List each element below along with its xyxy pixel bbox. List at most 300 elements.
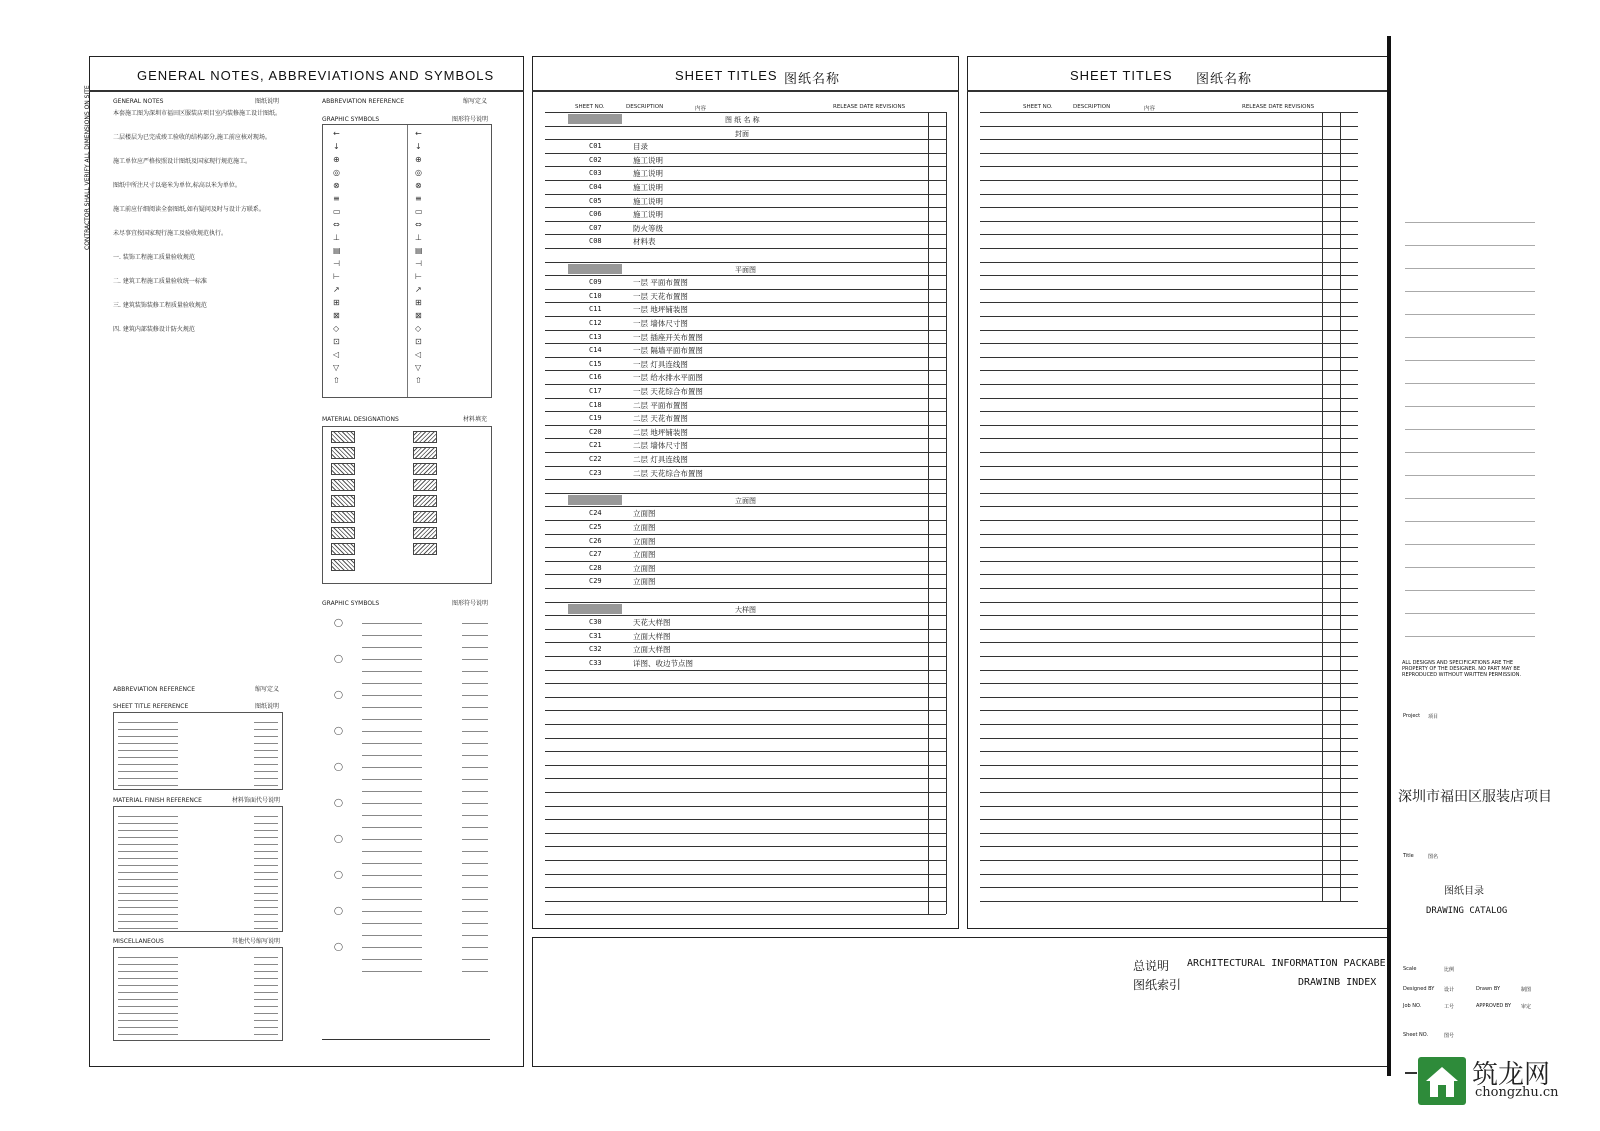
table-row: [254, 921, 278, 922]
sheet-description: 施工说明: [633, 196, 663, 206]
sheet-number: C14: [589, 346, 602, 355]
material-designations-table: [322, 426, 492, 584]
table-rule: [545, 166, 946, 167]
legend-row: [362, 839, 422, 840]
sheet-description: 一层 墙体尺寸图: [633, 319, 688, 328]
legend-row: [362, 791, 422, 792]
table-row: [254, 879, 278, 880]
sheet-titles-table: [545, 112, 946, 917]
table-row: [254, 764, 278, 765]
table-row: [254, 1027, 278, 1028]
designed-by-label: Designed BY: [1403, 986, 1435, 992]
table-rule: [980, 765, 1358, 766]
titleblock-rules: [1405, 222, 1535, 642]
table-row: [118, 1027, 178, 1028]
legend-row: [462, 851, 488, 852]
table-rule: [545, 846, 946, 847]
symbol-icon: ⊞: [415, 298, 422, 307]
sheet-number: C03: [589, 169, 602, 178]
sheet-description: 施工说明: [633, 210, 663, 220]
drawn-by-cn: 制图: [1521, 987, 1532, 993]
legend-row: [462, 767, 488, 768]
table-rule: [980, 466, 1358, 467]
table-rule: [545, 874, 946, 875]
table-rule: [545, 207, 946, 208]
table-row: [254, 872, 278, 873]
table-row: [254, 992, 278, 993]
legend-row: [462, 971, 488, 972]
table-rule: [980, 724, 1358, 725]
table-row: [254, 823, 278, 824]
symbol-icon: ◯: [334, 762, 343, 771]
panel3-title: SHEET TITLES: [1070, 68, 1173, 83]
hatch-swatch: [331, 463, 355, 475]
table-row: [254, 900, 278, 901]
sheet-description: 防火等级: [633, 223, 663, 233]
legend-row: [462, 863, 488, 864]
legend-row: [462, 743, 488, 744]
notes-line: 二层楼层为已完成竣工验收的结构部分,施工前应核对现场。: [113, 134, 271, 141]
titleblock-border: [1387, 36, 1391, 1076]
general-notes-heading-cn: 图纸说明: [255, 98, 280, 105]
notes-line: 二. 建筑工程施工质量验收统一标准: [113, 278, 207, 285]
graphic-symbols-table: [322, 124, 492, 398]
section-shade: [568, 495, 622, 505]
symbol-icon: ↗: [415, 285, 422, 294]
table-row: [118, 914, 178, 915]
notes-line: 本套施工图为深圳市福田区服装店项目室内装修施工设计图纸。: [113, 110, 282, 117]
legend-row: [362, 935, 422, 936]
table-row: [254, 1006, 278, 1007]
table-rule: [980, 180, 1358, 181]
legend-row: [462, 671, 488, 672]
table-rule: [980, 194, 1358, 195]
legend-row: [362, 671, 422, 672]
table-rule: [545, 914, 946, 915]
graphic-symbols-heading-cn: 图形符号说明: [452, 116, 489, 123]
table-row: [254, 1034, 278, 1035]
legend-row: [462, 635, 488, 636]
table-row: [254, 928, 278, 929]
legend-row: [362, 827, 422, 828]
symbol-icon: ↓: [415, 142, 422, 151]
general-notes-text: [113, 110, 293, 670]
symbol-icon: ◯: [334, 870, 343, 879]
hatch-swatch: [413, 543, 437, 555]
symbol-icon: ⊢: [415, 272, 422, 281]
table-rule: [980, 139, 1358, 140]
title-label-cn: 图名: [1428, 854, 1439, 860]
hatch-swatch: [413, 431, 437, 443]
column-rule: [1322, 112, 1323, 901]
section-shade: [568, 264, 622, 274]
symbol-icon: ⊗: [415, 181, 422, 190]
symbol-icon: ⊗: [333, 181, 340, 190]
table-row: [254, 750, 278, 751]
watermark-cn: 筑龙网: [1472, 1060, 1551, 1090]
legend-row: [362, 959, 422, 960]
sheet-number: C06: [589, 210, 602, 219]
table-rule: [545, 221, 946, 222]
table-rule: [980, 520, 1358, 521]
column-rule: [928, 112, 929, 914]
table-row: [254, 743, 278, 744]
header-shade: [568, 114, 622, 124]
job-no-label: Job NO.: [1403, 1003, 1422, 1009]
sheet-number: C21: [589, 441, 602, 450]
legend-row: [362, 911, 422, 912]
table-rule: [980, 547, 1358, 548]
table-rule: [980, 370, 1358, 371]
table-rule: [980, 561, 1358, 562]
table-row: [118, 999, 178, 1000]
table-rule: [980, 166, 1358, 167]
index-cn-1: 总说明: [1133, 959, 1170, 973]
table-rule: [980, 642, 1358, 643]
table-rule: [980, 289, 1358, 290]
table-rule: [545, 302, 946, 303]
panel3-col-description: DESCRIPTION: [1073, 104, 1111, 110]
symbol-icon: ⇧: [415, 376, 422, 385]
sheet-description: 施工说明: [633, 169, 663, 179]
sheet-number: C30: [589, 618, 602, 627]
notes-line: 施工单位应严格按照设计图纸及国家现行规范施工。: [113, 158, 252, 165]
table-row: [254, 1020, 278, 1021]
table-row: [118, 778, 178, 779]
table-row: [118, 900, 178, 901]
titleblock-rule: [1405, 521, 1535, 522]
hatch-swatch: [331, 495, 355, 507]
job-no-cn: 工号: [1444, 1004, 1455, 1010]
table-rule: [545, 656, 946, 657]
legend-row: [362, 875, 422, 876]
legend-row: [362, 803, 422, 804]
sheet-number: C07: [589, 223, 602, 232]
table-row: [254, 736, 278, 737]
panel1-title: GENERAL NOTES, ABBREVIATIONS AND SYMBOLS: [137, 68, 495, 83]
legend-row: [462, 707, 488, 708]
table-rule: [980, 425, 1358, 426]
table-rule: [545, 697, 946, 698]
titleblock-rule: [1405, 406, 1535, 407]
sheet-description: 一层 平面布置图: [633, 278, 688, 288]
table-header-cn: 图 纸 名 称: [725, 116, 760, 124]
table-rule: [980, 806, 1358, 807]
symbol-icon: ⊕: [333, 155, 340, 164]
table-row: [254, 893, 278, 894]
table-rule: [980, 357, 1358, 358]
sheet-title-ref-heading-cn: 图纸说明: [255, 703, 280, 710]
titleblock-rule: [1405, 268, 1535, 269]
graphic-symbols2-heading-cn: 图形符号说明: [452, 600, 489, 607]
table-rule: [545, 670, 946, 671]
section-title: 平面图: [735, 265, 756, 274]
titleblock-rule: [1405, 222, 1535, 223]
sheet-description: 一层 天花综合布置图: [633, 387, 703, 396]
table-rule: [980, 588, 1358, 589]
symbol-icon: ▤: [415, 246, 423, 255]
table-row: [118, 985, 178, 986]
table-row: [118, 921, 178, 922]
table-row: [254, 851, 278, 852]
abbrev-ref-right-heading-cn: 缩写定义: [463, 98, 488, 105]
table-row: [118, 816, 178, 817]
symbol-icon: ↗: [333, 285, 340, 294]
table-rule: [980, 615, 1358, 616]
approved-by-label: APPROVED BY: [1476, 1003, 1512, 1009]
legend-row: [362, 815, 422, 816]
legend-row: [362, 971, 422, 972]
panel3-title-cn: 图纸名称: [1196, 71, 1253, 86]
section-title: 大样图: [735, 605, 756, 614]
sheet-number: C24: [589, 509, 602, 518]
symbol-icon: ⊞: [333, 298, 340, 307]
sheet-number: C26: [589, 536, 602, 545]
vertical-note: CONTRACTOR SHALL VERIFY ALL DIMENSIONS ON SITE: [84, 85, 91, 250]
sheet-title-ref-heading: SHEET TITLE REFERENCE: [113, 703, 189, 710]
table-row: [118, 785, 178, 786]
table-row: [254, 865, 278, 866]
sheet-number: C25: [589, 523, 602, 531]
table-rule: [545, 765, 946, 766]
hatch-swatch: [413, 447, 437, 459]
legend-row: [362, 755, 422, 756]
legend-row: [462, 827, 488, 828]
table-rule: [980, 534, 1358, 535]
symbol-icon: ⊡: [333, 337, 340, 346]
symbol-icon: ⇧: [333, 376, 340, 385]
legend-row: [362, 623, 422, 624]
legend-row: [362, 743, 422, 744]
legend-row: [462, 695, 488, 696]
table-row: [118, 729, 178, 730]
sheet-description: 立面图: [633, 523, 656, 532]
material-finish-heading-cn: 材料饰面代号说明: [232, 797, 281, 804]
table-rule: [545, 642, 946, 643]
sheet-number: C23: [589, 468, 602, 477]
table-rule: [545, 683, 946, 684]
table-row: [118, 771, 178, 772]
sheet-description: 二层 灯具连线图: [633, 455, 688, 464]
table-rule: [545, 751, 946, 752]
table-rule: [545, 466, 946, 467]
table-rule: [980, 330, 1358, 331]
sheet-description: 一层 给水排水平面图: [633, 373, 703, 383]
sheet-description: 立面大样图: [633, 645, 671, 655]
table-rule: [980, 493, 1358, 494]
sheet-description: 一层 天花布置图: [633, 291, 688, 301]
column-rule: [946, 112, 947, 914]
material-designations-heading: MATERIAL DESIGNATIONS: [322, 416, 399, 423]
abbrev-ref-heading: ABBREVIATION REFERENCE: [113, 686, 195, 693]
table-rule: [980, 710, 1358, 711]
table-row: [254, 1013, 278, 1014]
sheet-number: C08: [589, 237, 602, 246]
table-rule: [545, 710, 946, 711]
titleblock-rule: [1405, 590, 1535, 591]
legend-row: [462, 659, 488, 660]
table-rule: [980, 275, 1358, 276]
sheet-number: C01: [589, 142, 602, 151]
titleblock-rule: [1405, 337, 1535, 338]
sheet-number: C04: [589, 183, 602, 191]
table-row: [254, 722, 278, 723]
sheet-description: 目录: [633, 142, 648, 152]
legend-row: [462, 899, 488, 900]
legend-row: [362, 779, 422, 780]
panel1-bottom-rule: [322, 1039, 490, 1040]
symbol-icon: ⇔: [415, 220, 422, 229]
watermark-logo: [1418, 1057, 1466, 1105]
sheet-no-cn: 图号: [1444, 1033, 1455, 1039]
table-row: [118, 872, 178, 873]
table-row: [254, 771, 278, 772]
table-rule: [545, 561, 946, 562]
table-rule: [545, 234, 946, 235]
titleblock-rule: [1405, 429, 1535, 430]
table-rule: [545, 534, 946, 535]
symbol-icon: ◁: [415, 350, 422, 359]
panel3-title-rule: [967, 90, 1388, 92]
legend-row: [462, 791, 488, 792]
legend-row: [462, 839, 488, 840]
sheet-description: 二层 天花布置图: [633, 414, 688, 424]
legend-row: [362, 767, 422, 768]
table-row: [254, 837, 278, 838]
misc-table: [113, 947, 283, 1041]
symbol-icon: ⊕: [415, 155, 422, 164]
symbol-icon: ◯: [334, 942, 343, 951]
panel3-col-content: 内容: [1144, 106, 1156, 112]
legend-row: [462, 623, 488, 624]
graphic-symbols2-list: [322, 612, 490, 1040]
table-rule: [545, 547, 946, 548]
material-designations-heading-cn: 材料填充: [463, 416, 488, 423]
table-rule: [545, 602, 946, 603]
table-row: [118, 893, 178, 894]
titleblock-rule: [1405, 383, 1535, 384]
sheet-no-mark: [1405, 1072, 1417, 1074]
table-row: [118, 1013, 178, 1014]
symbol-icon: ⊥: [415, 233, 422, 242]
sheet-number: C11: [589, 305, 602, 314]
hatch-swatch: [413, 511, 437, 523]
sheet-number: C16: [589, 373, 602, 382]
table-rule: [980, 153, 1358, 154]
table-rule: [980, 833, 1358, 834]
drawing-index-box: [532, 937, 1388, 1067]
table-rule: [545, 506, 946, 507]
sheet-number: C15: [589, 359, 602, 368]
notes-line: 未尽事宜按国家现行施工及验收规范执行。: [113, 230, 228, 237]
table-row: [254, 886, 278, 887]
table-rule: [980, 384, 1358, 385]
table-rule: [980, 778, 1358, 779]
table-rule: [545, 126, 946, 127]
table-rule: [545, 411, 946, 412]
table-row: [254, 816, 278, 817]
general-notes-heading: GENERAL NOTES: [113, 98, 164, 105]
notes-line: 一. 装饰工程施工质量验收规范: [113, 254, 195, 261]
table-rule: [980, 248, 1358, 249]
column-rule: [1340, 112, 1341, 901]
sheet-number: C10: [589, 291, 602, 300]
titleblock-disclaimer: ALL DESIGNS AND SPECIFICATIONS ARE THE PROPERTY OF THE DESIGNER. NO PART MAY BE REPRODUCED WITHOUT WRITTEN PERMISSION.: [1402, 660, 1522, 678]
table-rule: [980, 126, 1358, 127]
panel3-col-release: RELEASE DATE REVISIONS: [1242, 104, 1315, 110]
symbol-icon: ≡: [415, 194, 422, 203]
table-row: [118, 736, 178, 737]
legend-row: [462, 959, 488, 960]
table-rule: [980, 738, 1358, 739]
titleblock-rule: [1405, 360, 1535, 361]
table-rule: [545, 370, 946, 371]
section-title: 封面: [735, 129, 749, 138]
symbol-icon: ◇: [333, 324, 340, 333]
abbrev-ref-heading-cn: 缩写定义: [255, 686, 280, 693]
table-rule: [545, 343, 946, 344]
table-rule: [545, 615, 946, 616]
table-rule: [980, 819, 1358, 820]
legend-row: [362, 659, 422, 660]
table-row: [118, 971, 178, 972]
table-rule: [980, 887, 1358, 888]
legend-row: [362, 683, 422, 684]
misc-heading-cn: 其他代号缩写说明: [232, 938, 281, 945]
table-row: [118, 837, 178, 838]
table-rule: [545, 112, 946, 113]
table-rule: [980, 343, 1358, 344]
table-rule: [545, 819, 946, 820]
notes-line: 三. 建筑装饰装修工程质量验收规范: [113, 302, 207, 309]
symbol-icon: ◇: [415, 324, 422, 333]
table-rule: [980, 792, 1358, 793]
table-row: [254, 729, 278, 730]
table-rule: [545, 180, 946, 181]
symbol-icon: ▭: [415, 207, 423, 216]
titleblock-rule: [1405, 636, 1535, 637]
sheet-number: C22: [589, 455, 602, 463]
hatch-swatch: [331, 447, 355, 459]
sheet-number: C02: [589, 155, 602, 164]
table-rule: [545, 479, 946, 480]
table-rule: [980, 207, 1358, 208]
table-rule: [980, 697, 1358, 698]
table-rule: [545, 289, 946, 290]
scale-label: Scale: [1403, 966, 1417, 972]
table-row: [254, 964, 278, 965]
notes-line: 图纸中所注尺寸以毫米为单位,标高以米为单位。: [113, 182, 241, 189]
legend-row: [462, 719, 488, 720]
sheet-number: C32: [589, 645, 602, 654]
legend-row: [462, 935, 488, 936]
table-rule: [545, 806, 946, 807]
table-row: [118, 1020, 178, 1021]
symbol-icon: ◎: [333, 168, 340, 177]
table-rule: [980, 411, 1358, 412]
house-icon: [1418, 1057, 1466, 1105]
title-label: Title: [1403, 853, 1414, 859]
table-row: [118, 865, 178, 866]
table-rule: [545, 860, 946, 861]
table-row: [254, 999, 278, 1000]
hatch-swatch: [413, 527, 437, 539]
table-row: [118, 879, 178, 880]
legend-row: [462, 815, 488, 816]
legend-row: [362, 647, 422, 648]
table-row: [254, 978, 278, 979]
table-rule: [545, 275, 946, 276]
